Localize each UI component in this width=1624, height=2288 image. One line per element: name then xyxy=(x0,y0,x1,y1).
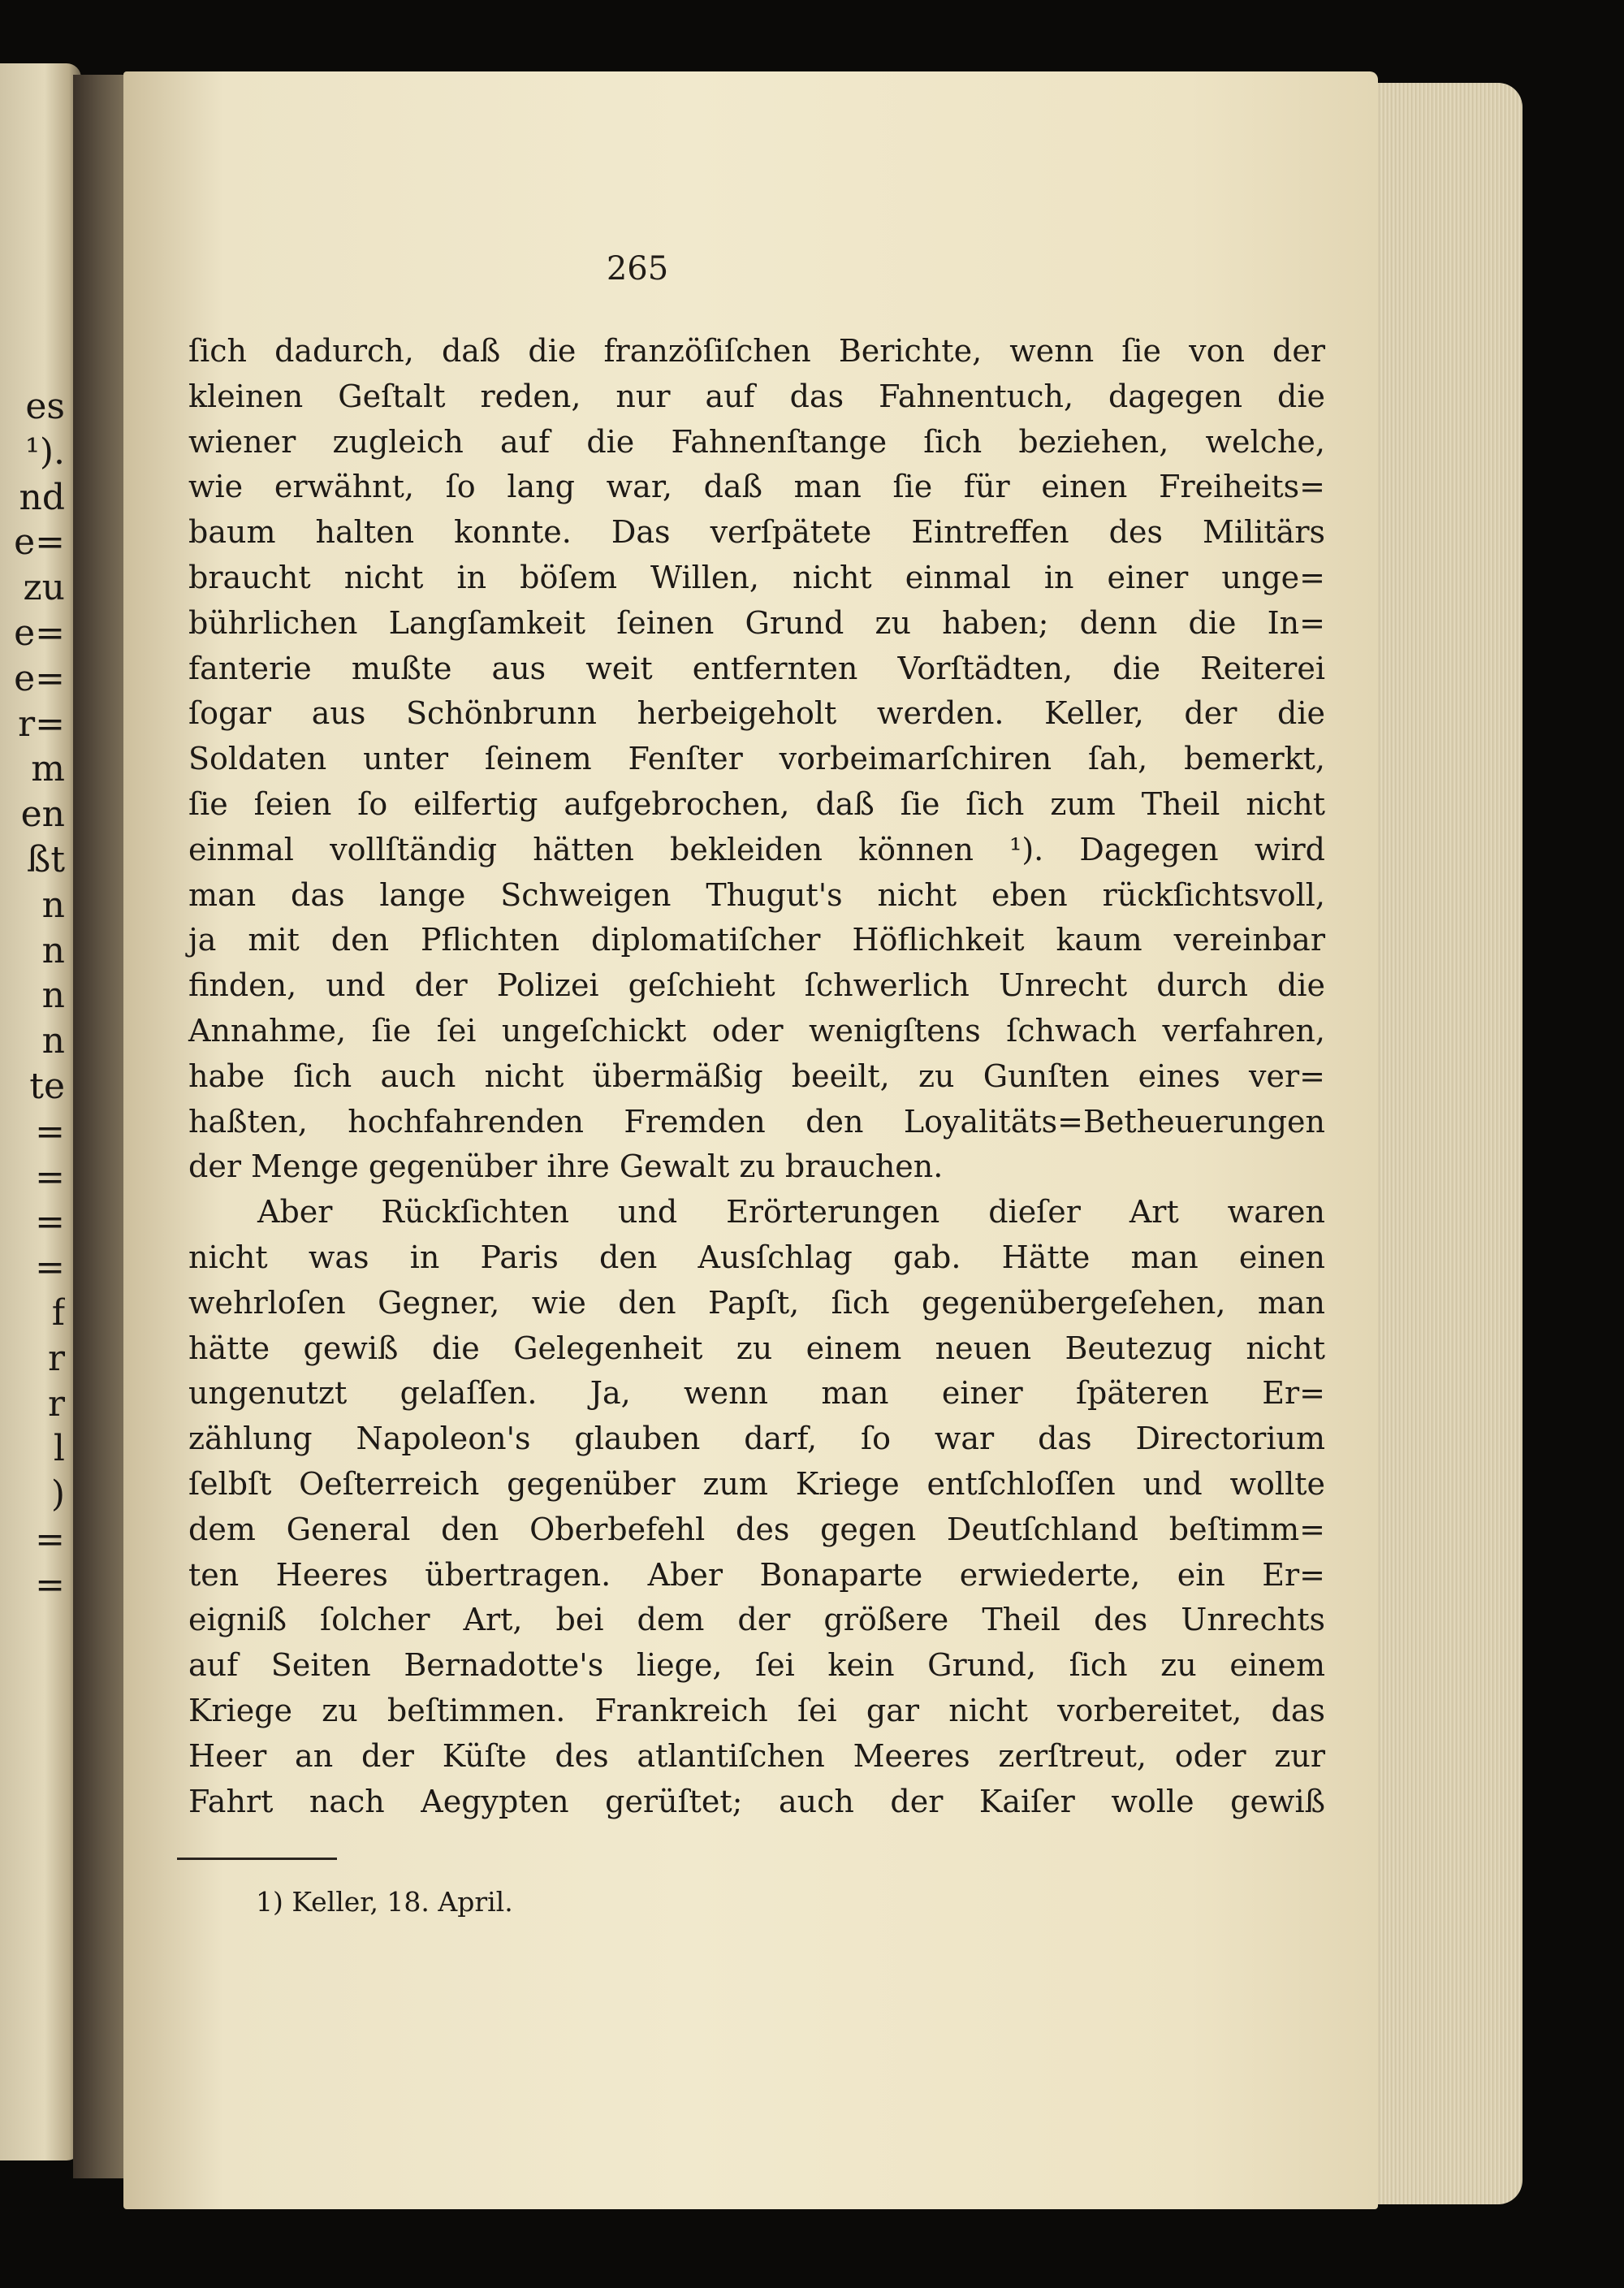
text-line: dem General den Oberbefehl des gegen Deutſchland beſtimm= xyxy=(188,1511,1325,1547)
text-line: der Menge gegenüber ihre Gewalt zu brauchen. xyxy=(188,1148,944,1185)
edge-fragment: n xyxy=(41,929,65,971)
edge-fragment: n xyxy=(41,975,65,1017)
footnote: 1) Keller, 18. April. xyxy=(256,1886,513,1918)
edge-fragment: r xyxy=(47,1337,65,1379)
text-line: ſie ſeien ſo eilfertig aufgebrochen, daß ſie ſich zum Theil nicht xyxy=(188,785,1325,822)
text-line: baum halten konnte. Das verſpätete Eintreffen des Militärs xyxy=(188,514,1325,551)
edge-fragment: = xyxy=(35,1518,65,1560)
text-line: auf Seiten Bernadotte's liege, ſei kein Grund, ſich zu einem xyxy=(188,1647,1325,1684)
text-line: wiener zugleich auf die Fahnenſtange ſich beziehen, welche, xyxy=(188,423,1325,460)
text-line: haßten, hochfahrenden Fremden den Loyalitäts=Betheuerungen xyxy=(188,1103,1325,1140)
text-line: wie erwähnt, ſo lang war, daß man ſie für einen Freiheits= xyxy=(188,469,1325,505)
left-page-edge-text xyxy=(0,384,65,1608)
text-line: man das lange Schweigen Thugut's nicht eben rückſichtsvoll, xyxy=(188,876,1325,913)
edge-fragment: = xyxy=(35,1110,65,1153)
text-line: nicht was in Paris den Ausſchlag gab. Hätte man einen xyxy=(188,1239,1325,1275)
edge-fragment: e= xyxy=(14,657,65,699)
text-line: ja mit den Pflichten diplomatiſcher Höflichkeit kaum vereinbar xyxy=(188,922,1325,958)
edge-fragment: n xyxy=(41,1020,65,1062)
edge-fragment: e= xyxy=(14,612,65,654)
text-line: Soldaten unter ſeinem Fenſter vorbeimarſchiren ſah, bemerkt, xyxy=(188,741,1325,777)
edge-fragment: = xyxy=(35,1156,65,1198)
text-line: einmal vollſtändig hätten bekleiden können ¹). Dagegen wird xyxy=(188,831,1325,867)
text-line: Annahme, ſie ſei ungeſchickt oder wenigſtens ſchwach verfahren, xyxy=(188,1012,1325,1049)
edge-fragment: m xyxy=(31,748,65,790)
text-line: ten Heeres übertragen. Aber Bonaparte erwiederte, ein Er= xyxy=(188,1556,1325,1593)
edge-fragment: r xyxy=(47,1382,65,1425)
text-line: habe ſich auch nicht übermäßig beeilt, zu Gunſten eines ver= xyxy=(188,1057,1325,1094)
left-page xyxy=(0,63,81,2160)
edge-fragment: te xyxy=(29,1065,65,1107)
text-line: Aber Rückſichten und Erörterungen dieſer Art waren xyxy=(257,1194,1325,1231)
edge-fragment: ) xyxy=(50,1473,65,1516)
edge-fragment: zu xyxy=(23,567,65,609)
edge-fragment: ¹). xyxy=(25,430,65,473)
edge-fragment: = xyxy=(35,1201,65,1243)
edge-fragment: nd xyxy=(19,476,65,518)
text-line: ſelbſt Oeſterreich gegenüber zum Kriege entſchloſſen und wollte xyxy=(188,1465,1325,1502)
edge-fragment: = xyxy=(35,1247,65,1289)
edge-fragment: n xyxy=(41,884,65,926)
text-line: kleinen Geſtalt reden, nur auf das Fahnentuch, dagegen die xyxy=(188,378,1325,414)
text-line: fanterie mußte aus weit entfernten Vorſtädten, die Reiterei xyxy=(188,650,1325,686)
text-line: Heer an der Küſte des atlantiſchen Meeres zerſtreut, oder zur xyxy=(188,1737,1325,1774)
text-line: finden, und der Polizei geſchieht ſchwerlich Unrecht durch die xyxy=(188,967,1325,1004)
edge-fragment: en xyxy=(20,794,65,836)
edge-fragment: l xyxy=(53,1428,65,1470)
text-line: eigniß ſolcher Art, bei dem der größere Theil des Unrechts xyxy=(188,1602,1325,1638)
text-line: Fahrt nach Aegypten gerüſtet; auch der Kaiſer wolle gewiß xyxy=(188,1783,1325,1819)
text-line: ſogar aus Schönbrunn herbeigeholt werden. Keller, der die xyxy=(188,695,1325,732)
text-line: ſich dadurch, daß die franzöſiſchen Berichte, wenn ſie von der xyxy=(188,333,1325,369)
page-number: 265 xyxy=(606,250,669,288)
body-text xyxy=(188,329,1325,1824)
text-line: Kriege zu beſtimmen. Frankreich ſei gar nicht vorbereitet, das xyxy=(188,1692,1325,1728)
edge-fragment: r= xyxy=(18,703,65,745)
text-line: zählung Napoleon's glauben darf, ſo war das Directorium xyxy=(188,1421,1325,1457)
edge-fragment: es xyxy=(25,386,65,427)
edge-fragment: = xyxy=(35,1564,65,1606)
footnote-rule xyxy=(177,1858,337,1860)
edge-fragment: e= xyxy=(14,521,65,564)
edge-fragment: ßt xyxy=(26,838,65,880)
text-line: braucht nicht in böſem Willen, nicht einmal in einer unge= xyxy=(188,559,1325,595)
text-line: wehrloſen Gegner, wie den Papſt, ſich gegenübergeſehen, man xyxy=(188,1284,1325,1321)
edge-fragment: f xyxy=(51,1291,65,1334)
text-line: hätte gewiß die Gelegenheit zu einem neuen Beutezug nicht xyxy=(188,1330,1325,1366)
text-line: bührlichen Langſamkeit ſeinen Grund zu haben; denn die In= xyxy=(188,604,1325,641)
text-line: ungenutzt gelaſſen. Ja, wenn man einer ſpäteren Er= xyxy=(188,1375,1325,1412)
